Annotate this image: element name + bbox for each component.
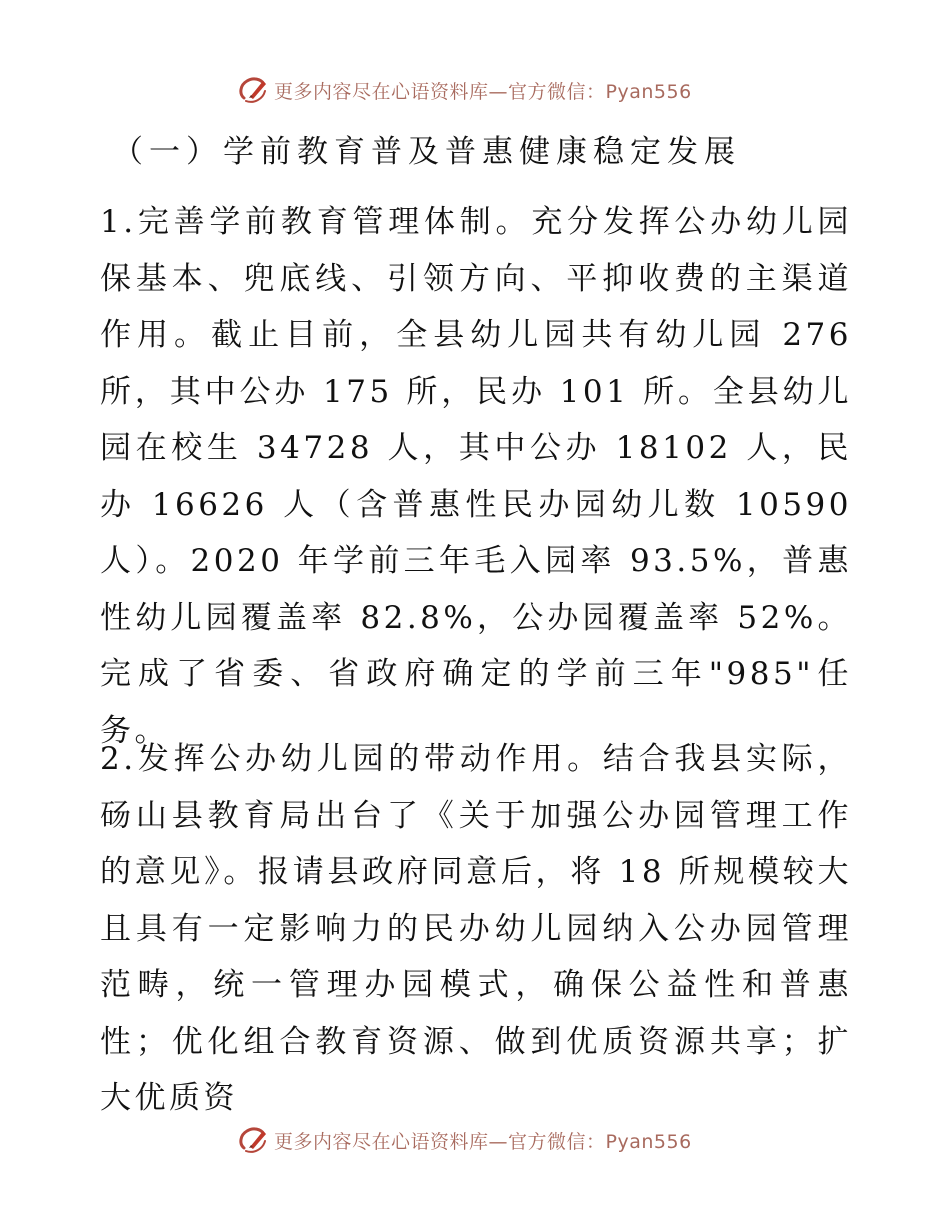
section-heading: （一）学前教育普及普惠健康稳定发展	[112, 134, 741, 170]
feather-pen-logo-icon	[236, 1123, 270, 1157]
watermark-text: 更多内容尽在心语资料库—官方微信：Pyan556	[274, 1130, 692, 1153]
feather-pen-logo-icon	[236, 73, 270, 107]
watermark-text: 更多内容尽在心语资料库—官方微信：Pyan556	[274, 80, 692, 103]
watermark-banner-top	[236, 73, 692, 107]
watermark-banner-bottom	[236, 1123, 692, 1157]
paragraph-2: 2.发挥公办幼儿园的带动作用。结合我县实际，砀山县教育局出台了《关于加强公办园管理工作的意见》。报请县政府同意后，将 18 所规模较大且具有一定影响力的民办幼儿园纳入公办园管理范畴，统一管理办园模式，确保公益性和普惠性；优化组合教育资源、做到优质资源共享；扩大优质资	[100, 741, 852, 1116]
paragraph-1: 1.完善学前教育管理体制。充分发挥公办幼儿园保基本、兜底线、引领方向、平抑收费的主渠道作用。截止目前，全县幼儿园共有幼儿园 276 所，其中公办 175 所，民办 101 所。全县幼儿园在校生 34728 人，其中公办 18102 人，民办 16626 人（含普惠性民办园幼儿数 10590 人）。2020 年学前三年毛入园率 93.5%，普惠性幼儿园覆盖率 82.8%，公办园覆盖率 52%。完成了省委、省政府确定的学前三年"985"任务。	[100, 204, 852, 749]
